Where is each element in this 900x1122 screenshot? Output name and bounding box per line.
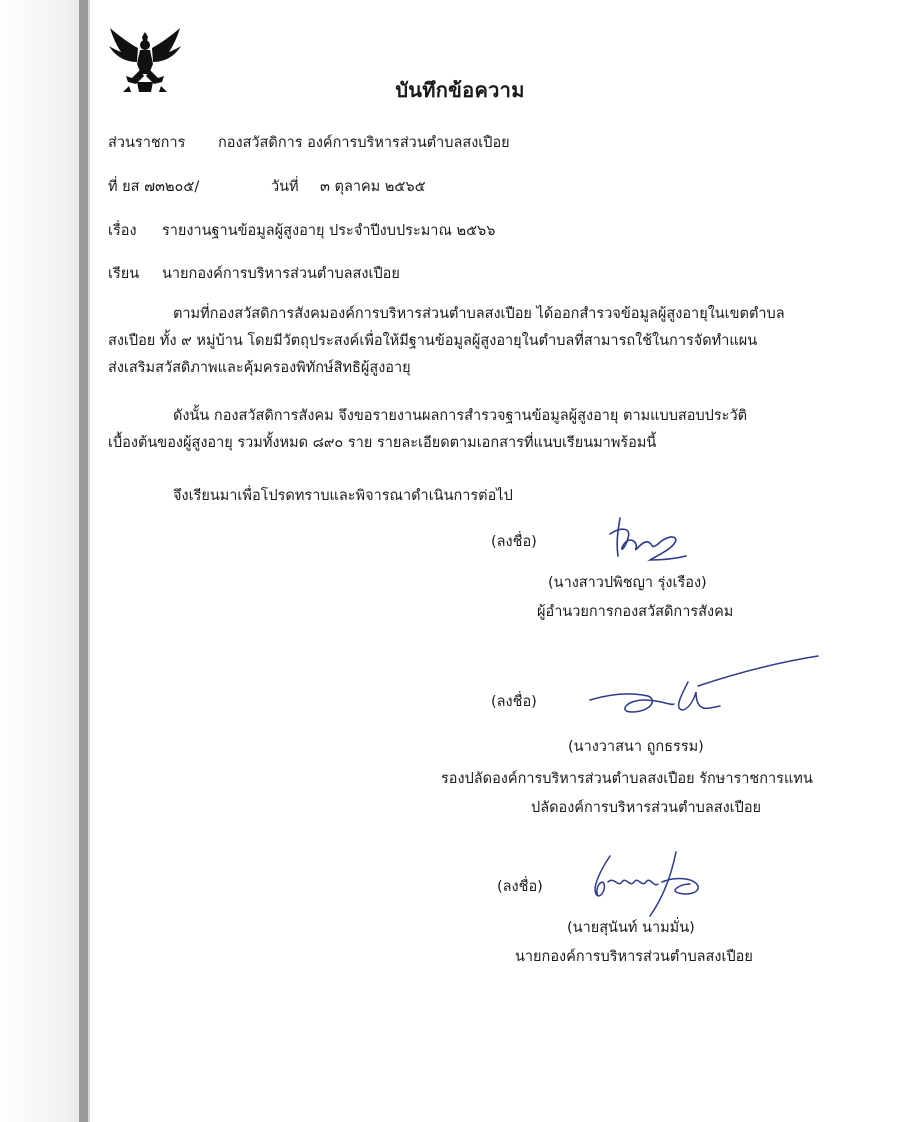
paragraph-line: ส่งเสริมสวัสดิภาพและคุ้มครองพิทักษ์สิทธิผู้สูงอายุ: [108, 360, 411, 376]
binding-edge-highlight: [88, 0, 90, 1122]
signer-2-name: (นางวาสนา ถูกธรรม): [568, 739, 704, 755]
date-label: วันที่: [271, 179, 299, 195]
paragraph-line: สงเปือย ทั้ง ๙ หมู่บ้าน โดยมีวัตถุประสงค์เพื่อให้มีฐานข้อมูลผู้สูงอายุในตำบลที่สามารถใช้ในการจัดทำแผน: [108, 333, 758, 349]
signer-2-position-line-1: รองปลัดองค์การบริหารส่วนตำบลสงเปือย รักษาราชการแทน: [441, 771, 813, 787]
department-value: กองสวัสดิการ องค์การบริหารส่วนตำบลสงเปือย: [218, 135, 510, 151]
sign-label: (ลงชื่อ): [491, 534, 537, 550]
garuda-emblem-icon: [107, 26, 183, 94]
signature-2-image: [570, 648, 830, 723]
paragraph-line: ดังนั้น กองสวัสดิการสังคม จึงขอรายงานผลการสำรวจฐานข้อมูลผู้สูงอายุ ตามแบบสอบประวัติ: [173, 408, 748, 424]
subject-value: รายงานฐานข้อมูลผู้สูงอายุ ประจำปีงบประมาณ ๒๕๖๖: [162, 223, 496, 239]
body-paragraph-2: [108, 403, 836, 457]
signer-1-position: ผู้อำนวยการกองสวัสดิการสังคม: [537, 604, 734, 620]
binding-edge: [79, 0, 88, 1122]
to-label: เรียน: [108, 266, 140, 282]
page-margin-shadow: [0, 0, 79, 1122]
subject-label: เรื่อง: [108, 223, 137, 239]
body-paragraph-1: [108, 301, 836, 382]
department-label: ส่วนราชการ: [108, 135, 186, 151]
signature-1-image: [588, 508, 698, 574]
closing-line: จึงเรียนมาเพื่อโปรดทราบและพิจารณาดำเนินการต่อไป: [173, 488, 513, 504]
signature-3-image: [584, 842, 714, 922]
date-value: ๓ ตุลาคม ๒๕๖๕: [320, 179, 426, 195]
to-value: นายกองค์การบริหารส่วนตำบลสงเปือย: [162, 266, 400, 282]
signer-1-name: (นางสาวปพิชญา รุ่งเรือง): [548, 575, 707, 591]
signer-2-position-line-2: ปลัดองค์การบริหารส่วนตำบลสงเปือย: [531, 800, 762, 816]
paragraph-line: ตามที่กองสวัสดิการสังคมองค์การบริหารส่วนตำบลสงเปือย ได้ออกสำรวจข้อมูลผู้สูงอายุในเขตตำบล: [173, 306, 785, 322]
paragraph-line: เบื้องต้นของผู้สูงอายุ รวมทั้งหมด ๘๙๐ ราย รายละเอียดตามเอกสารที่แนบเรียนมาพร้อมนี้: [108, 435, 657, 451]
sign-label: (ลงชื่อ): [491, 694, 537, 710]
signer-3-position: นายกองค์การบริหารส่วนตำบลสงเปือย: [515, 949, 753, 965]
memo-title: บันทึกข้อความ: [395, 78, 525, 102]
sign-label: (ลงชื่อ): [497, 879, 543, 895]
document-number: ที่ ยส ๗๓๒๐๕/: [108, 179, 200, 195]
signer-3-name: (นายสุนันท์ นามมั่น): [567, 920, 695, 936]
